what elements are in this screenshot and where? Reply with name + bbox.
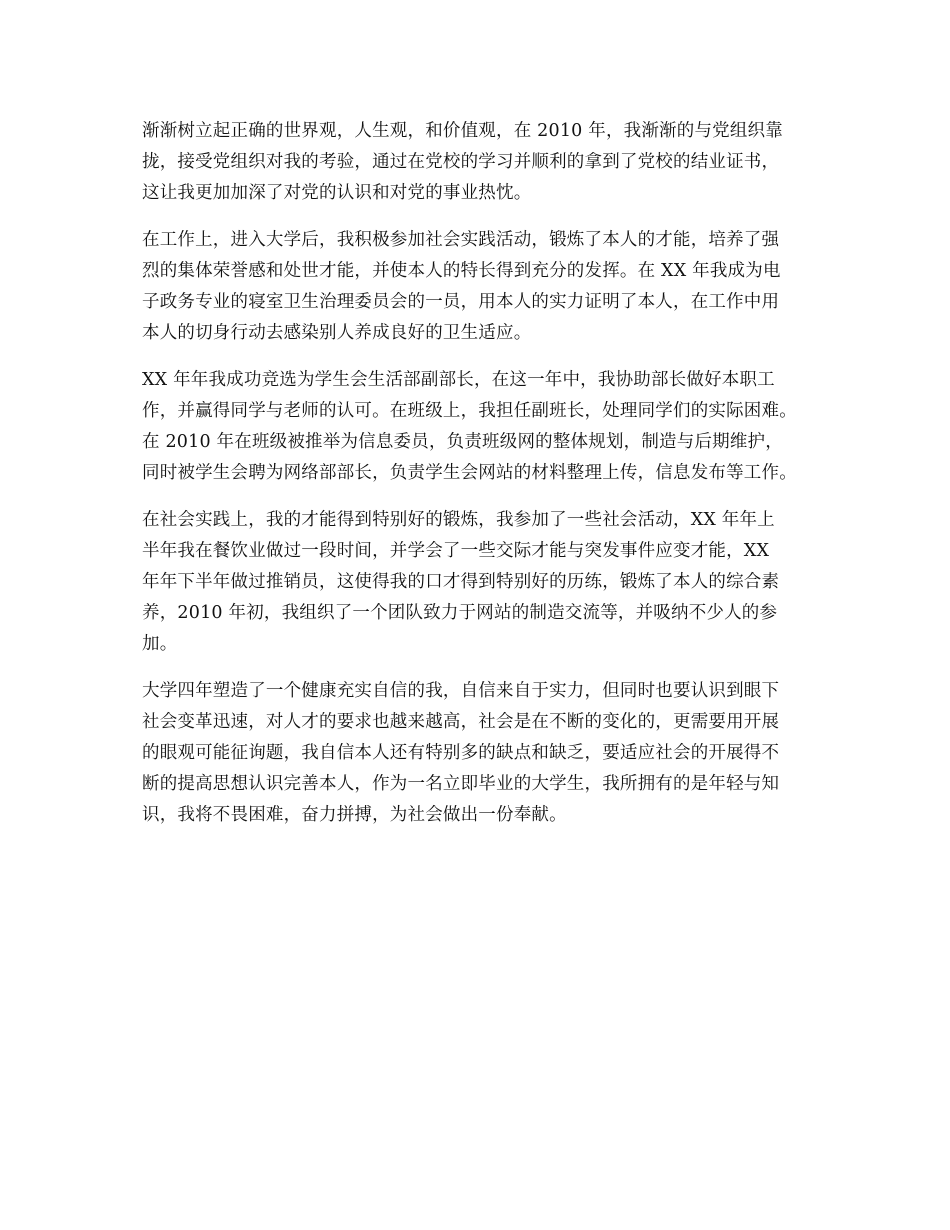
text-line: 拢，接受党组织对我的考验，通过在党校的学习并顺利的拿到了党校的结业证书， <box>142 152 780 172</box>
text-line: 识，我将不畏困难，奋力拼搏，为社会做出一份奉献。 <box>142 805 567 825</box>
document-body <box>142 116 832 847</box>
text-line: 作，并赢得同学与老师的认可。在班级上，我担任副班长，处理同学们的实际困难。 <box>142 401 797 421</box>
text-line: 半年我在餐饮业做过一段时间，并学会了一些交际才能与突发事件应变才能，XX <box>142 541 770 561</box>
text-line: 加。 <box>142 634 178 654</box>
text-line: 年年下半年做过推销员，这使得我的口才得到特别好的历练，锻炼了本人的综合素 <box>142 572 780 592</box>
text-line: XX 年年我成功竞选为学生会生活部副部长，在这一年中，我协助部长做好本职工 <box>142 370 775 390</box>
text-line: 在 2010 年在班级被推举为信息委员，负责班级网的整体规划，制造与后期维护， <box>142 432 783 452</box>
text-line: 断的提高思想认识完善本人，作为一名立即毕业的大学生，我所拥有的是年轻与知 <box>142 774 780 794</box>
text-line: 在工作上，进入大学后，我积极参加社会实践活动，锻炼了本人的才能，培养了强 <box>142 230 780 250</box>
text-line: 养，2010 年初，我组织了一个团队致力于网站的制造交流等，并吸纳不少人的参 <box>142 603 778 623</box>
text-line: 大学四年塑造了一个健康充实自信的我，自信来自于实力，但同时也要认识到眼下 <box>142 681 780 701</box>
text-line: 社会变革迅速，对人才的要求也越来越高，社会是在不断的变化的，更需要用开展 <box>142 712 780 732</box>
text-line: 本人的切身行动去感染别人养成良好的卫生适应。 <box>142 323 532 343</box>
text-line: 的眼观可能征询题，我自信本人还有特别多的缺点和缺乏，要适应社会的开展得不 <box>142 743 780 763</box>
text-line: 烈的集体荣誉感和处世才能，并使本人的特长得到充分的发挥。在 XX 年我成为电 <box>142 261 781 281</box>
text-line: 渐渐树立起正确的世界观，人生观，和价值观，在 2010 年，我渐渐的与党组织靠 <box>142 121 783 141</box>
text-line: 同时被学生会聘为网络部部长，负责学生会网站的材料整理上传，信息发布等工作。 <box>142 463 797 483</box>
text-line: 这让我更加加深了对党的认识和对党的事业热忱。 <box>142 183 532 203</box>
text-line: 子政务专业的寝室卫生治理委员会的一员，用本人的实力证明了本人，在工作中用 <box>142 292 780 312</box>
text-line: 在社会实践上，我的才能得到特别好的锻炼，我参加了一些社会活动，XX 年年上 <box>142 510 775 530</box>
